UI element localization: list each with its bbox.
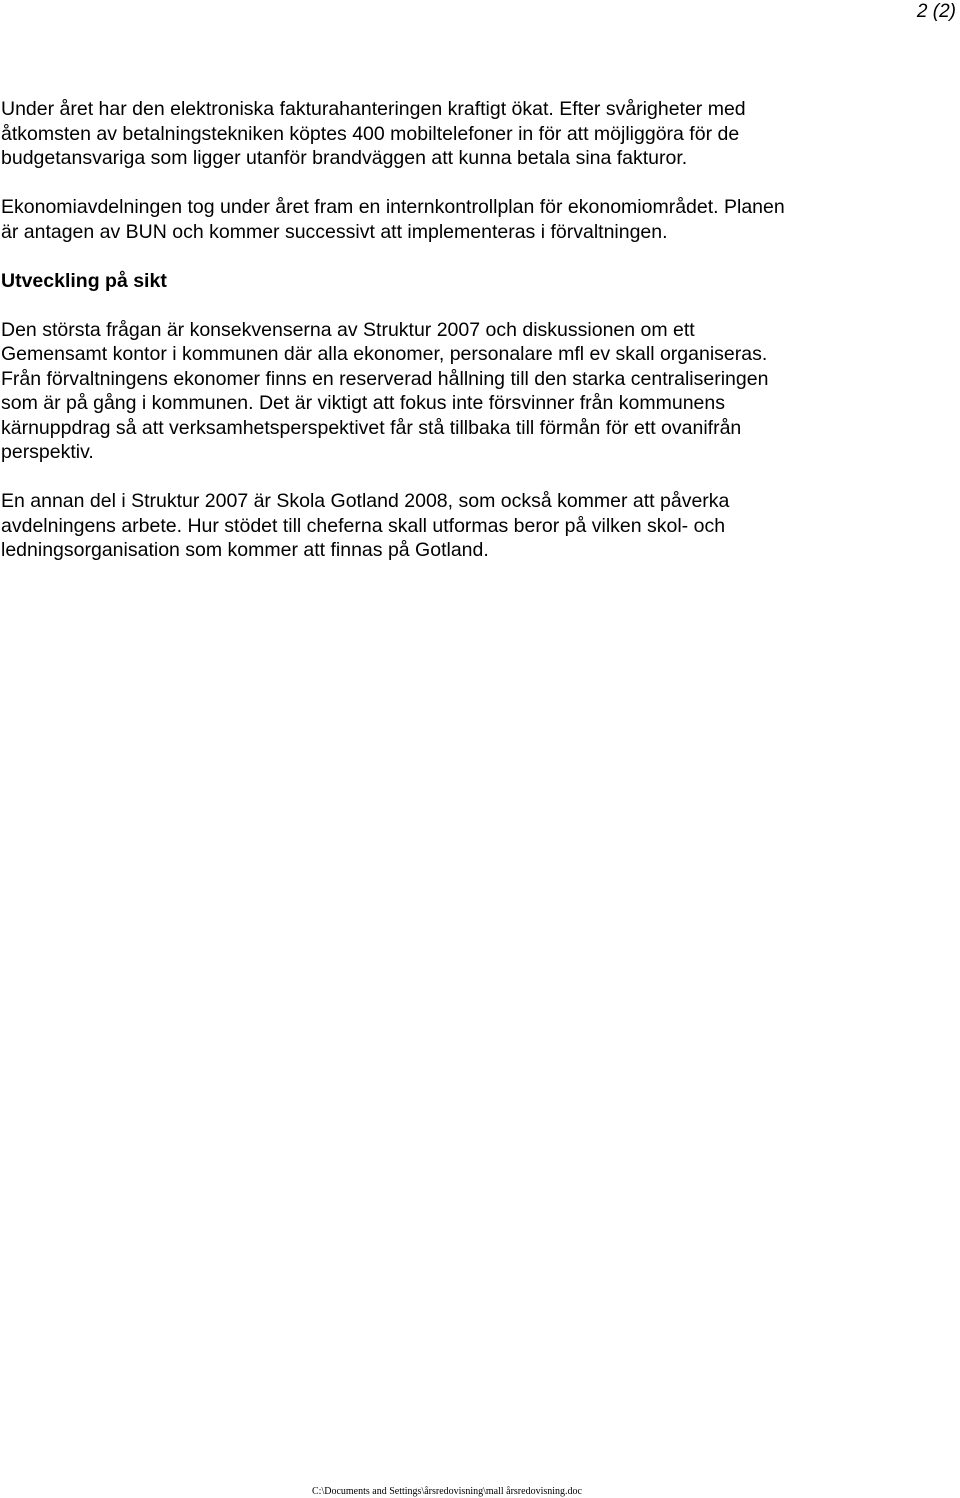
text-line: avdelningens arbete. Hur stödet till cheferna skall utformas beror på vilken skol- och — [1, 514, 726, 537]
page-number: 2 (2) — [916, 1, 956, 22]
text-line: Gemensamt kontor i kommunen där alla ekonomer, personalare mfl ev skall organiseras. — [1, 343, 768, 365]
section-heading: Utveckling på sikt — [1, 269, 167, 292]
text-line: perspektiv. — [1, 441, 94, 463]
footer-file-path: C:\Documents and Settings\årsredovisning\mall årsredovisning.doc — [312, 1486, 582, 1497]
text-line: kärnuppdrag så att verksamhetsperspektivet får stå tillbaka till förmån för ett ovanifrån — [1, 416, 742, 439]
text-line: Den största frågan är konsekvenserna av Struktur 2007 och diskussionen om ett — [1, 318, 695, 341]
text-line: budgetansvariga som ligger utanför brandväggen att kunna betala sina fakturor. — [1, 147, 688, 169]
text-line: är antagen av BUN och kommer successivt att implementeras i förvaltningen. — [1, 220, 668, 243]
text-line: åtkomsten av betalningstekniken köptes 400 mobiltelefoner in för att möjliggöra för de — [1, 122, 740, 145]
paragraph-internkontrollplan — [1, 195, 951, 244]
text-line: ledningsorganisation som kommer att finnas på Gotland. — [1, 539, 489, 561]
text-line: som är på gång i kommunen. Det är viktigt att fokus inte försvinner från kommunens — [1, 392, 725, 414]
text-line: Ekonomiavdelningen tog under året fram en internkontrollplan för ekonomiområdet. Planen — [1, 196, 785, 218]
document-body — [1, 97, 951, 587]
paragraph-skola-gotland — [1, 489, 951, 563]
text-line: Under året har den elektroniska fakturahanteringen kraftigt ökat. Efter svårigheter med — [1, 98, 746, 120]
text-line: Från förvaltningens ekonomer finns en reserverad hållning till den starka centraliseringen — [1, 367, 769, 390]
paragraph-fakturahantering — [1, 97, 951, 171]
text-line: En annan del i Struktur 2007 är Skola Gotland 2008, som också kommer att påverka — [1, 490, 730, 512]
paragraph-struktur-2007 — [1, 318, 951, 465]
